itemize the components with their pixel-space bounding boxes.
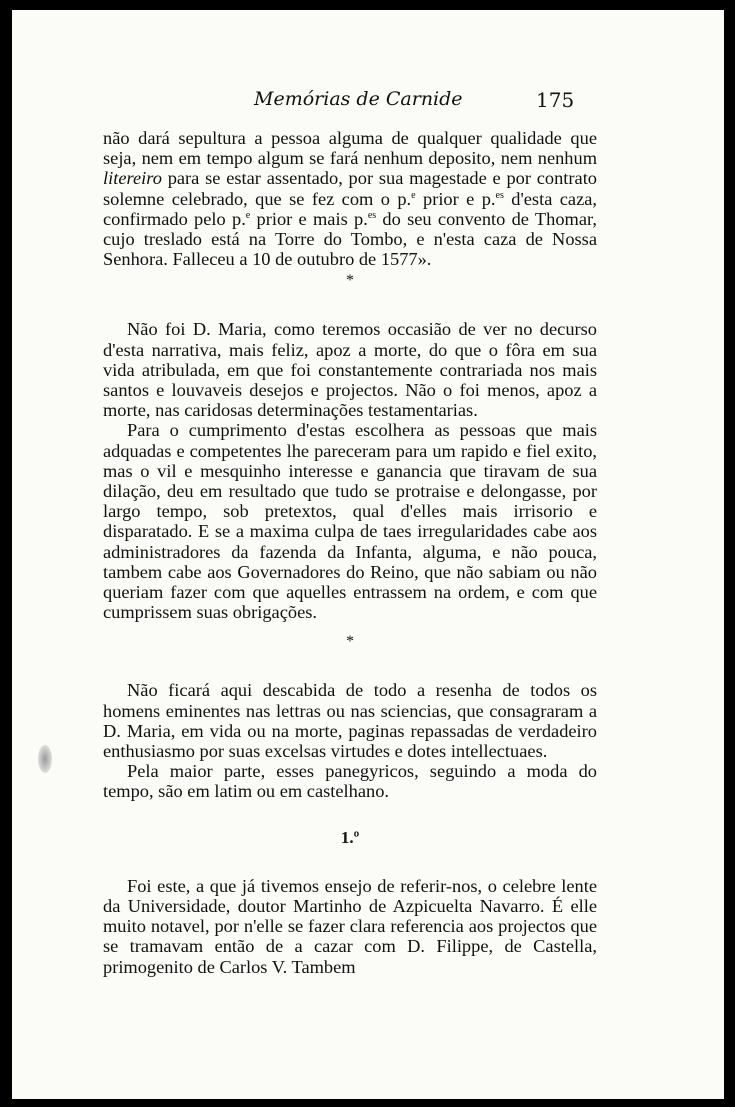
page-number: 175	[536, 88, 575, 112]
paragraph-1-text-c: prior e p.	[415, 188, 496, 209]
paragraph-1-text-f: do seu convento de Thomar, cujo treslado está na Torre do Tombo, e n'esta caza de Nossa Senhora. Falleceu a 10 de outubro de 1577».	[103, 208, 597, 270]
paragraph-1-text-b: para se estar assentado, por sua magestade e por contrato solemne celebrado, que se fez com o p.	[103, 168, 597, 209]
book-page	[12, 10, 724, 1099]
paragraph-6: Foi este, a que já tivemos ensejo de referir-nos, o celebre lente da Universidade, doutor Martinho de Azpicuelta Navarro. É elle muito notavel, por n'elle se fazer clara referencia aos projectos que se tramavam então de a cazar com D. Filippe, de Castella, primogenito de Carlos V. Tambem	[103, 875, 597, 977]
ink-smudge	[38, 745, 52, 773]
paragraph-4: Não ficará aqui descabida de todo a resenha de todos os homens eminentes nas lettras ou nas sciencias, que consagraram a D. Maria, em vida ou na morte, paginas repassadas de verdadeiro enthusiasmo por suas excelsas virtudes e dotes intellectuaes.	[103, 680, 597, 762]
superscript-e: e	[245, 209, 251, 221]
section-divider-asterisk: *	[346, 633, 354, 651]
section-divider-asterisk: *	[346, 272, 354, 290]
paragraph-5: Pela maior parte, esses panegyricos, seguindo a moda do tempo, são em latim ou em castelhano.	[103, 761, 597, 802]
superscript-e: e	[411, 189, 416, 201]
superscript-es: es	[495, 189, 504, 201]
running-title: Memórias de Carnide	[254, 88, 463, 110]
paragraph-1-text-e: prior e mais p.	[250, 208, 368, 229]
page-header	[12, 88, 724, 118]
section-number: 1.º	[340, 827, 360, 847]
paragraph-1-text-a: não dará sepultura a pessoa alguma de qualquer qualidade que seja, nem em tempo algum se fará nenhum deposito, nem nenhum	[103, 128, 597, 169]
paragraph-3: Para o cumprimento d'estas escolhera as pessoas que mais adquadas e competentes lhe pareceram para um rapido e fiel exito, mas o vil e mesquinho interesse e ganancia que tiravam de sua dilação, deu em resultado que tudo se protraise e delongasse, por largo tempo, sob pretextos, qual d'elles mais irrisorio e disparatado. E se a maxima culpa de taes irregularidades cabe aos administradores da fazenda da Infanta, alguma, e não pouca, tambem cabe aos Governadores do Reino, que não sabiam ou não queriam fazer com que aquelles entrassem na ordem, e com que cumprissem suas obrigações.	[103, 420, 597, 623]
body-text	[103, 128, 597, 977]
paragraph-1-text-d: d'esta caza, confirmado pelo p.	[103, 188, 598, 229]
paragraph-1-italic-word: litereiro	[103, 168, 162, 189]
superscript-es: es	[367, 209, 377, 221]
paragraph-1	[103, 128, 597, 269]
paragraph-2: Não foi D. Maria, como teremos occasião de ver no decurso d'esta narrativa, mais feliz, apoz a morte, do que o fôra em sua vida atribulada, em que foi constantemente contrariada nos mais santos e louvaveis desejos e projectos. Não o foi menos, apoz a morte, nas caridosas determinações testamentarias.	[103, 319, 597, 421]
